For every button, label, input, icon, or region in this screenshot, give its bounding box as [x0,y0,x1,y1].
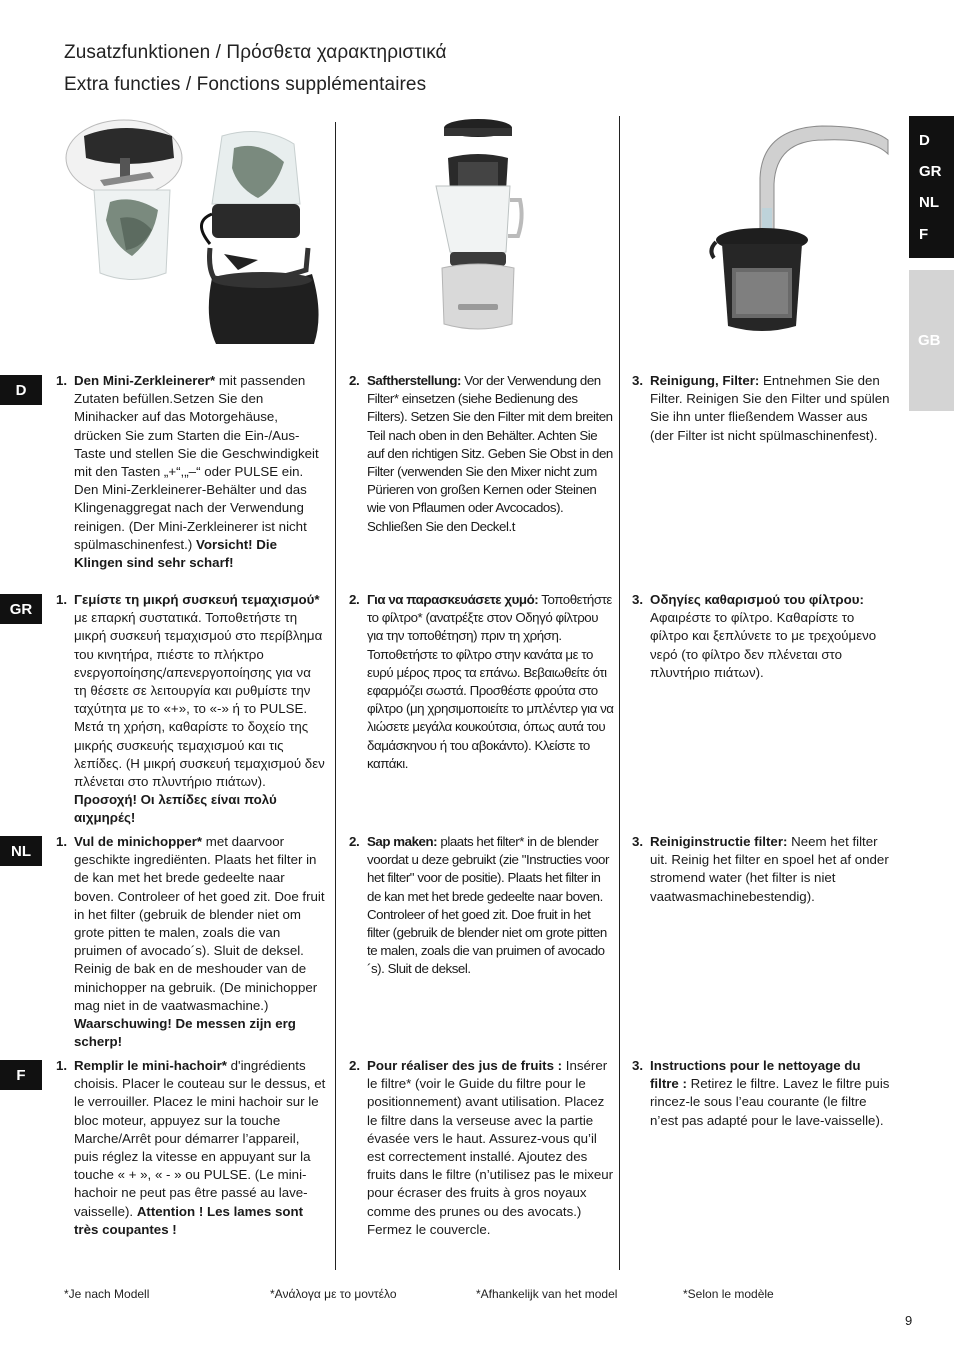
mini-chopper-illustration [62,118,322,344]
item-heading: Remplir le mini-hachoir* [74,1058,227,1073]
instruction-gr-1 [56,591,326,828]
instruction-gr-3 [632,591,892,682]
item-number: 3. [632,592,644,607]
instruction-d-2 [349,372,614,536]
item-text: d'ingrédients choisis. Placer le couteau sur le dessus, et le verrouiller. Placez le mini hachoir sur le bloc moteur, appuyez sur la touche Marche/Arrêt pour démarrer l’appareil, puis réglez la vitesse en appuyant sur la touche « + », « - » ou PULSE. (Le mini-hachoir ne peut pas être passé au lave-vaisselle). [74,1058,326,1219]
item-warning: Waarschuwing! De messen zijn erg scherp! [74,1016,296,1050]
item-number: 1. [56,834,68,849]
item-number: 3. [632,373,644,388]
instruction-gr-2 [349,591,614,773]
language-tab-f[interactable]: F [919,226,929,243]
language-tab-group[interactable] [909,116,954,258]
column-divider-2 [619,116,620,1270]
page-title-line-1: Zusatzfunktionen / Πρόσθετα χαρακτηριστικά [64,42,447,63]
item-warning: Attention ! Les lames sont très coupantes ! [74,1203,304,1237]
item-heading: Pour réaliser des jus de fruits : [367,1058,563,1073]
instruction-d-1 [56,372,326,572]
item-number: 1. [56,592,68,607]
instruction-d-3 [632,372,892,445]
item-warning: Προσοχή! Οι λεπίδες είναι πολύ αιχμηρές! [74,792,277,826]
item-heading: Για να παρασκευάσετε χυμό: [367,592,539,607]
instruction-f-2 [349,1057,614,1239]
instruction-nl-3 [632,833,892,906]
section-label-nl: NL [0,836,42,866]
item-heading: Reinigung, Filter: [650,373,760,388]
blender-filter-illustration [428,118,528,344]
item-text: Entnehmen Sie den Filter. Reinigen Sie den Filter und spülen Sie ihn unter fließendem Wasser aus (der Filter ist nicht spülmaschinenfest). [650,373,890,443]
page-title-line-2: Extra functies / Fonctions supplémentaires [64,74,427,95]
language-tab-gb[interactable] [909,270,954,411]
item-text: mit passenden Zutaten befüllen.Setzen Sie den Minihacker auf das Motorgehäuse, drücken Sie zum Starten die Ein-/Aus-Taste und stellen Sie die Geschwindigkeit mit den Tasten „+“,„–“ oder PULSE ein. Den Mini-Zerkleinerer-Behälter und das Klingenaggregat nach der Verwendung reinigen. (Der Mini-Zerkleinerer ist nicht spülmaschinenfest.) [74,373,319,552]
section-label-d: D [0,375,42,405]
item-text: Vor der Verwendung den Filter* einsetzen (siehe Bedienung des Filters). Setzen Sie den Filter mit dem breiten Teil nach oben in den Behälter. Achten Sie auf den richtigen Sitz. Geben Sie Obst in den Filter (verwenden Sie den Mixer nicht zum Pürieren von großen Kernen oder Steinen wie von Pflaumen oder Avcocados). Schließen Sie den Deckel.t [367,373,613,534]
item-number: 2. [349,592,360,607]
footnote-gr: *Ανάλογα με το μοντέλο [270,1287,397,1301]
language-tab-gb-label: GB [918,332,941,349]
item-heading: Vul de minichopper* [74,834,203,849]
instruction-nl-2 [349,833,614,979]
item-number: 3. [632,834,644,849]
item-heading: Sap maken: [367,834,438,849]
item-text: με επαρκή συστατικά. Τοποθετήστε τη μικρή συσκευή τεμαχισμού στο περίβλημα του κινητήρα, πιέστε το πλήκτρο ενεργοποίησης/απενεργοποίησης για να τη θέσετε σε λειτουργία και ρυθμίστε την ταχύτητα με το «+», το «-» ή το PULSE. Μετά τη χρήση, καθαρίστε το δοχείο της μικρής συσκευής τεμαχισμού και τις λεπίδες. (Η μικρή συσκευή τεμαχισμού δεν πλένεται στο πλυντήριο πιάτων). [74,610,325,790]
item-number: 1. [56,1058,68,1073]
item-number: 1. [56,373,68,388]
item-text: Neem het filter uit. Reinig het filter en spoel het af onder stromend water (het filter is niet vaatwasmachinebestendig). [650,834,889,904]
item-warning: Vorsicht! Die Klingen sind sehr scharf! [74,536,277,571]
section-label-f: F [0,1060,42,1090]
language-tab-gr[interactable]: GR [919,163,942,180]
item-number: 2. [349,1058,361,1073]
instruction-nl-1 [56,833,326,1051]
page-number: 9 [905,1313,913,1328]
item-heading: Γεμίστε τη μικρή συσκευή τεμαχισμού* [74,592,320,607]
item-heading: Οδηγίες καθαρισμού του φίλτρου: [650,592,864,607]
item-heading: Saftherstellung: [367,373,462,388]
item-text: Insérer le filtre* (voir le Guide du filtre pour le positionnement) avant utilisation. Placez le filtre dans la verseuse avec la partie évasée vers le haut. Assurez-vous qu’il est correctement installé. Ajoutez des fruits dans le filtre (n’utilisez pas le mixeur pour écraser des fruits à gros noyaux comme des prunes ou des avocats.) Fermez le couvercle. [367,1058,614,1237]
language-tab-nl[interactable]: NL [919,194,939,211]
footnote-f: *Selon le modèle [683,1287,774,1301]
language-tab-d[interactable]: D [919,132,930,149]
item-text: Αφαιρέστε το φίλτρο. Καθαρίστε το φίλτρο και ξεπλύνετε το με τρεχούμενο νερό (το φίλτρο δεν πλένεται στο πλυντήριο πιάτων). [650,610,877,680]
item-number: 2. [349,834,360,849]
item-number: 3. [632,1058,644,1073]
footnote-d: *Je nach Modell [64,1287,150,1301]
item-text: Retirez le filtre. Lavez le filtre puis rincez-le sous l’eau courante (le filtre n’est pas adapté pour le lave-vaisselle). [650,1076,890,1128]
item-number: 2. [349,373,360,388]
item-text: met daarvoor geschikte ingrediënten. Plaats het filter in de kan met het brede gedeelte naar boven. Controleer of het goed zit. Doe fruit in het filter (gebruik de blender niet om grote pitten te malen, zoals die van pruimen of avocado´s). Sluit de deksel. Reinig de bak en de meshouder van de minichopper na gebruik. (De minichopper mag niet in de vaatwasmachine.) [74,834,325,1013]
instruction-f-1 [56,1057,326,1239]
filter-rinse-illustration [702,118,892,344]
item-text: Τοποθετήστε το φίλτρο* (ανατρέξτε στον Οδηγό φίλτρου για την τοποθέτηση) πριν τη χρήση. Τοποθετήστε το φίλτρο στην κανάτα με το ευρύ μέρος προς τα επάνω. Βεβαιωθείτε ότι εφαρμόζει σωστά. Προσθέστε φρούτα στο φίλτρο (μη χρησιμοποιείτε το μπλέντερ για να λιώσετε μεγάλα κουκούτσια, όπως αυτά του δαμάσκηνου ή του αβοκάντο). Κλείστε το καπάκι. [367,592,614,771]
item-heading: Den Mini-Zerkleinerer* [74,373,216,388]
item-text: plaats het filter* in de blender voordat u deze gebruikt (zie "Instructies voor het filter" voor de positie). Plaats het filter in de kan met het brede gedeelte naar boven. Controleer of het goed zit. Doe fruit in het filter (gebruik de blender niet om grote pitten te malen, zoals die van pruimen of avocado´s). Sluit de deksel. [367,834,609,977]
column-divider-1 [335,122,336,1270]
item-heading: Reiniginstructie filter: [650,834,788,849]
footnote-nl: *Afhankelijk van het model [476,1287,618,1301]
section-label-gr: GR [0,594,42,624]
instruction-f-3 [632,1057,892,1130]
item-heading: Instructions pour le nettoyage du filtre : [650,1058,861,1092]
